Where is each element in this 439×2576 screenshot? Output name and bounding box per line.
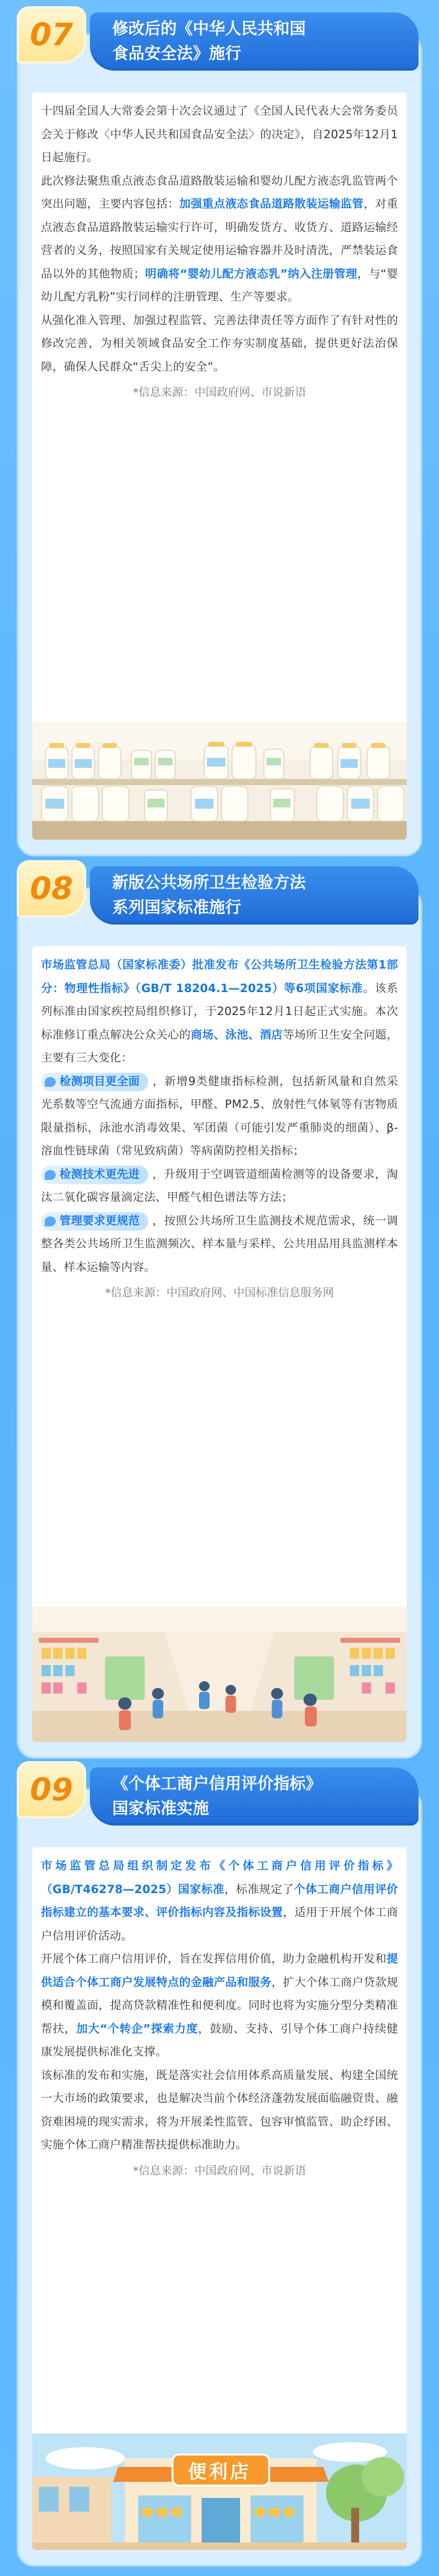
section-09-title-bar	[90, 1767, 419, 1826]
p2-text-c: ，鼓励、支持、引导个体工商户持续健康发展提供标准化支撑。	[41, 2022, 398, 2059]
section-07-number-badge: 07	[17, 6, 86, 63]
highlight-registration: 明确将“婴幼儿配方液态乳”纳入注册管理	[144, 267, 358, 281]
section-07-paragraph-2	[41, 170, 398, 309]
item-1-text: ，新增9类健康指标检测，包括新风量和自然采光系数等空气流通方面指标，甲醛、PM2.5、放射性气体氡等有害物质限量指标，泳池水消毒效果、军团菌（可能引发严重肺炎的细菌）、β-溶血性链球菌（常见致病菌）等病菌防控相关指标；	[41, 1075, 398, 1158]
convenience-store-illustration	[32, 2433, 407, 2550]
store-sign-text: 便利店	[188, 2461, 251, 2483]
bubble-icon	[45, 1216, 56, 1226]
p2-text-b: ，对重点液态食品道路散装运输实行许可，明确发货方、收货方、道路运输经营者的义务，按照国家有关规定使用运输容器并及时清洗，严禁装运食品以外的其他物质；	[41, 198, 398, 281]
section-07-title-bar	[90, 12, 419, 71]
p2-text-a: 此次修法聚焦重点液态食品道路散装运输和婴幼儿配方液态乳监管两个突出问题，主要内容包括：	[41, 174, 398, 211]
section-08	[17, 860, 422, 1759]
tag-standard-management	[41, 1212, 148, 1231]
section-08-source: *信息来源：中国政府网、中国标准信息服务网	[105, 1286, 334, 1299]
section-09-number-badge: 09	[17, 1761, 86, 1818]
section-09-source: *信息来源：中国政府网、市说新语	[133, 2164, 306, 2178]
section-08-lead: 市场监管总局（国家标准委）批准发布《公共场所卫生检验方法第1部分：物理性指标》（GB/T 18204.1—2025）等6项国家标准	[41, 959, 398, 995]
bubble-icon	[45, 1077, 56, 1087]
section-07-paragraph-3: 从强化准入管理、加强过程监管、完善法律责任等方面作了有针对性的修改完善，为相关领域食品安全工作夯实制度基础，提供更好法治保障，确保人民群众“舌尖上的安全”。	[41, 314, 398, 374]
item-2-text: ，升级用于空调管道细菌检测等的设备要求，淘汰二氧化碳容量滴定法、甲醛气相色谱法等方法；	[41, 1167, 398, 1204]
shelf-image	[32, 722, 407, 840]
tag-advanced-tech	[41, 1166, 148, 1184]
p2-text-a: 开展个体工商户信用评价，旨在发挥信用价值，助力金融机构开发和	[41, 1953, 387, 1966]
section-09	[17, 1761, 422, 2567]
section-09-title-line-2: 国家标准实施	[112, 1800, 210, 1818]
highlight-requirements: 个体工商户信用评价指标建立的基本要求、评价指标内容及指标设置	[41, 1883, 398, 1919]
bubble-icon	[45, 1170, 56, 1180]
section-09-content	[32, 1847, 407, 2550]
change-item-3	[41, 1210, 398, 1280]
section-07-panel	[17, 33, 422, 856]
section-07-title-line-1: 修改后的《中华人民共和国	[112, 20, 306, 38]
section-08-title-bar	[90, 866, 419, 925]
section-08-panel	[17, 887, 422, 1759]
section-08-title	[112, 871, 306, 920]
section-09-paragraph-3: 该标准的发布和实施，既是落实社会信用体系高质量发展、构建全国统一大市场的政策要求，也是解决当前个体经济蓬勃发展面临融资贵、融资难困境的现实需求，将为开展柔性监管、包容审慎监管、助企纾困、实施个体工商户精准帮扶提供标准助力。	[41, 2068, 398, 2152]
section-07-content	[32, 92, 407, 840]
store-image	[32, 2433, 407, 2550]
section-09-lead: 市场监管总局组织制定发布《个体工商户信用评价指标》（GB/T46278—2025）国家标准	[41, 1860, 398, 1896]
tag-label: 管理要求更规范	[60, 1214, 140, 1228]
section-07-source: *信息来源：中国政府网、市说新语	[133, 386, 306, 399]
mall-image	[32, 1607, 407, 1742]
section-07-title	[112, 17, 306, 66]
change-item-1	[41, 1070, 398, 1163]
p2-text-c: ，与“婴幼儿配方乳粉”实行同样的注册管理、生产等要求。	[41, 267, 398, 304]
section-07-title-line-2: 食品安全法》施行	[112, 45, 242, 63]
tag-more-items	[41, 1073, 148, 1091]
p1-text-b: ，标准规定了	[224, 1883, 295, 1896]
section-08-title-line-1: 新版公共场所卫生检验方法	[112, 874, 306, 892]
section-09-paragraph-1	[41, 1855, 398, 1948]
highlight-venues: 商场、泳池、酒店	[190, 1028, 283, 1042]
section-07	[17, 6, 422, 856]
p1-text-b: 。该系列标准由国家疾控局组织修订，于2025年12月1日起正式实施。本次标准修订重点解决公众关心的	[41, 982, 398, 1042]
section-08-number-badge: 08	[17, 860, 86, 917]
section-09-title-line-1: 《个体工商户信用评价指标》	[112, 1775, 322, 1793]
section-09-panel	[17, 1788, 422, 2567]
section-08-paragraph-1	[41, 954, 398, 1070]
section-08-title-line-2: 系列国家标准施行	[112, 899, 242, 917]
supermarket-shelf-illustration	[32, 722, 407, 840]
p1-text-c: ，适用于开展个体工商户信用评价活动。	[41, 1906, 399, 1943]
mall-illustration	[32, 1607, 407, 1742]
tag-label: 检测项目更全面	[60, 1075, 140, 1088]
section-09-title	[112, 1772, 322, 1821]
section-09-paragraph-2	[41, 1948, 398, 2064]
section-07-paragraph-1: 十四届全国人大常委会第十次会议通过了《全国人民代表大会常务委员会关于修改〈中华人民共和国食品安全法〉的决定》，自2025年12月1日起施行。	[41, 105, 398, 164]
p1-text-c: 等场所卫生安全问题，主要有三大变化：	[41, 1028, 398, 1065]
item-3-text: ，按照公共场所卫生监测技术规范需求，统一调整各类公共场所卫生监测频次、样本量与采样、公共用品用具监测样本量、样本运输等内容。	[41, 1214, 398, 1274]
highlight-transport: 加强重点液态食品道路散装运输监管	[179, 198, 364, 211]
tag-label: 检测技术更先进	[60, 1167, 140, 1181]
change-item-2	[41, 1163, 398, 1210]
highlight-ge-zhuan-qi: 加大“个转企”探索力度	[76, 2022, 198, 2036]
section-08-content	[32, 946, 407, 1742]
p2-text-b: ，扩大个体工商户贷款规模和覆盖面，提高贷款精准性和便利度。同时也将为实施分型分类精准帮扶，	[41, 1976, 399, 2036]
highlight-financial-products: 提供适合个体工商户发展特点的金融产品和服务	[41, 1953, 398, 1989]
